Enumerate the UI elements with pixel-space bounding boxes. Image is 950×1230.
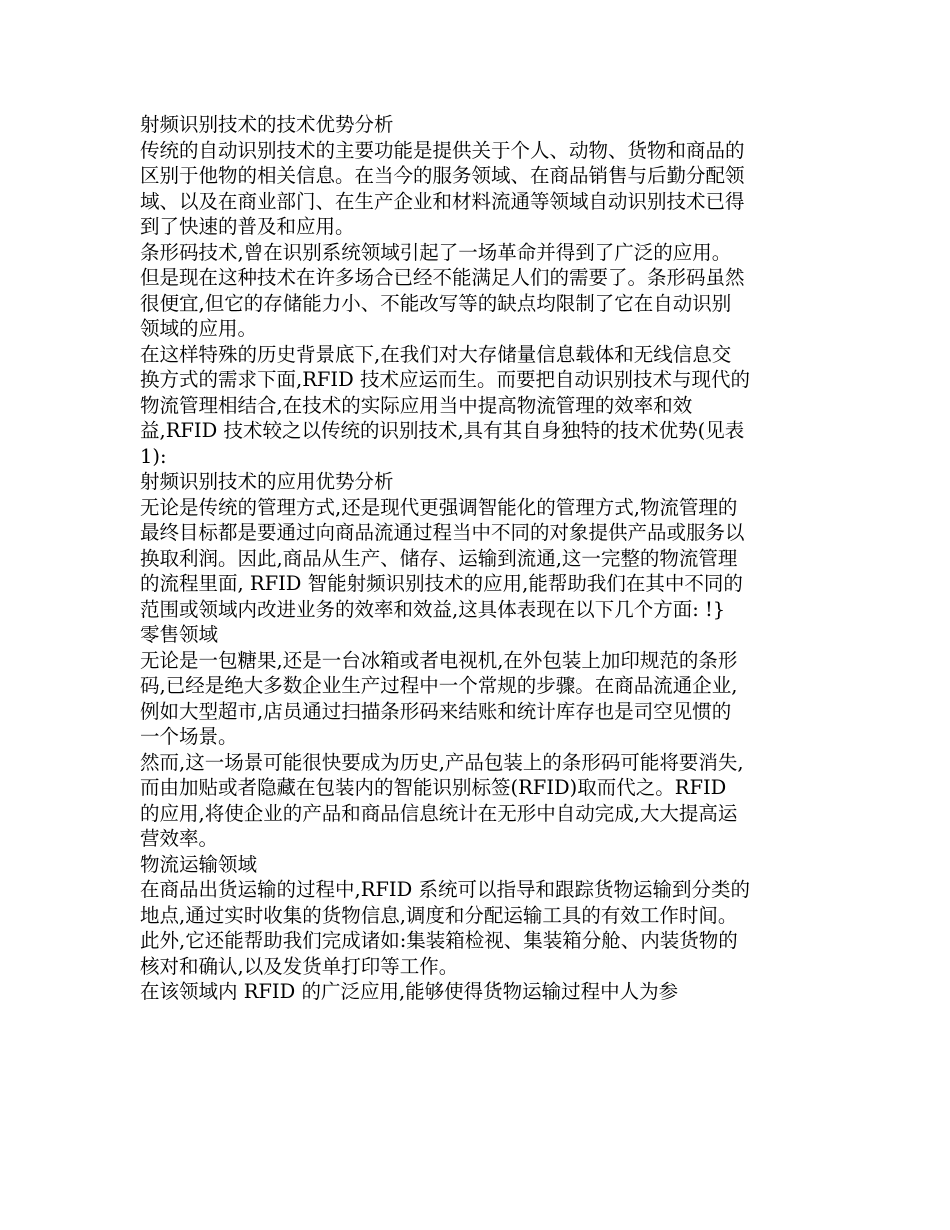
section-heading: 零售领域 xyxy=(140,623,219,646)
paragraph: 无论是传统的管理方式,还是现代更强调智能化的管理方式,物流管理的最终目标都是要通过向商品流通过程当中不同的对象提供产品或服务以换取利润。因此,商品从生产、储存、运输到流通,这一完整的物流管理的流程里面, RFID 智能射频识别技术的应用,能帮助我们在其中不同的范围或领域内改进业务的效率和效益,这具体表现在以下几个方面: !} xyxy=(140,495,745,621)
section-heading: 射频识别技术的技术优势分析 xyxy=(140,113,394,136)
paragraph: 在该领域内 RFID 的广泛应用,能够使得货物运输过程中人为参 xyxy=(140,980,679,1003)
paragraph: 然而,这一场景可能很快要成为历史,产品包装上的条形码可能将要消失,而由加贴或者隐藏在包装内的智能识别标签(RFID)取而代之。RFID 的应用,将使企业的产品和商品信息统计在无形中自动完成,大大提高运营效率。 xyxy=(140,750,744,850)
document-body xyxy=(140,112,750,1005)
section-heading: 射频识别技术的应用优势分析 xyxy=(140,470,394,493)
paragraph: 在这样特殊的历史背景底下,在我们对大存储量信息载体和无线信息交换方式的需求下面,RFID 技术应运而生。而要把自动识别技术与现代的物流管理相结合,在技术的实际应用当中提高物流管理的效率和效益,RFID 技术较之以传统的识别技术,具有其自身独特的技术优势(见表 1): xyxy=(140,342,750,468)
paragraph: 传统的自动识别技术的主要功能是提供关于个人、动物、货物和商品的区别于他物的相关信息。在当今的服务领域、在商品销售与后勤分配领域、以及在商业部门、在生产企业和材料流通等领域自动识别技术已得到了快速的普及和应用。 xyxy=(140,138,745,238)
paragraph: 无论是一包糖果,还是一台冰箱或者电视机,在外包装上加印规范的条形码,已经是绝大多数企业生产过程中一个常规的步骤。在商品流通企业,例如大型超市,店员通过扫描条形码来结账和统计库存也是司空见惯的一个场景。 xyxy=(140,648,738,748)
section-heading: 物流运输领域 xyxy=(140,852,258,876)
paragraph: 在商品出货运输的过程中,RFID 系统可以指导和跟踪货物运输到分类的地点,通过实时收集的货物信息,调度和分配运输工具的有效工作时间。此外,它还能帮助我们完成诸如:集装箱检视、集装箱分舱、内装货物的核对和确认,以及发货单打印等工作。 xyxy=(140,878,750,978)
paragraph: 条形码技术,曾在识别系统领域引起了一场革命并得到了广泛的应用。但是现在这种技术在许多场合已经不能满足人们的需要了。条形码虽然很便宜,但它的存储能力小、不能改写等的缺点均限制了它在自动识别领域的应用。 xyxy=(140,240,745,340)
